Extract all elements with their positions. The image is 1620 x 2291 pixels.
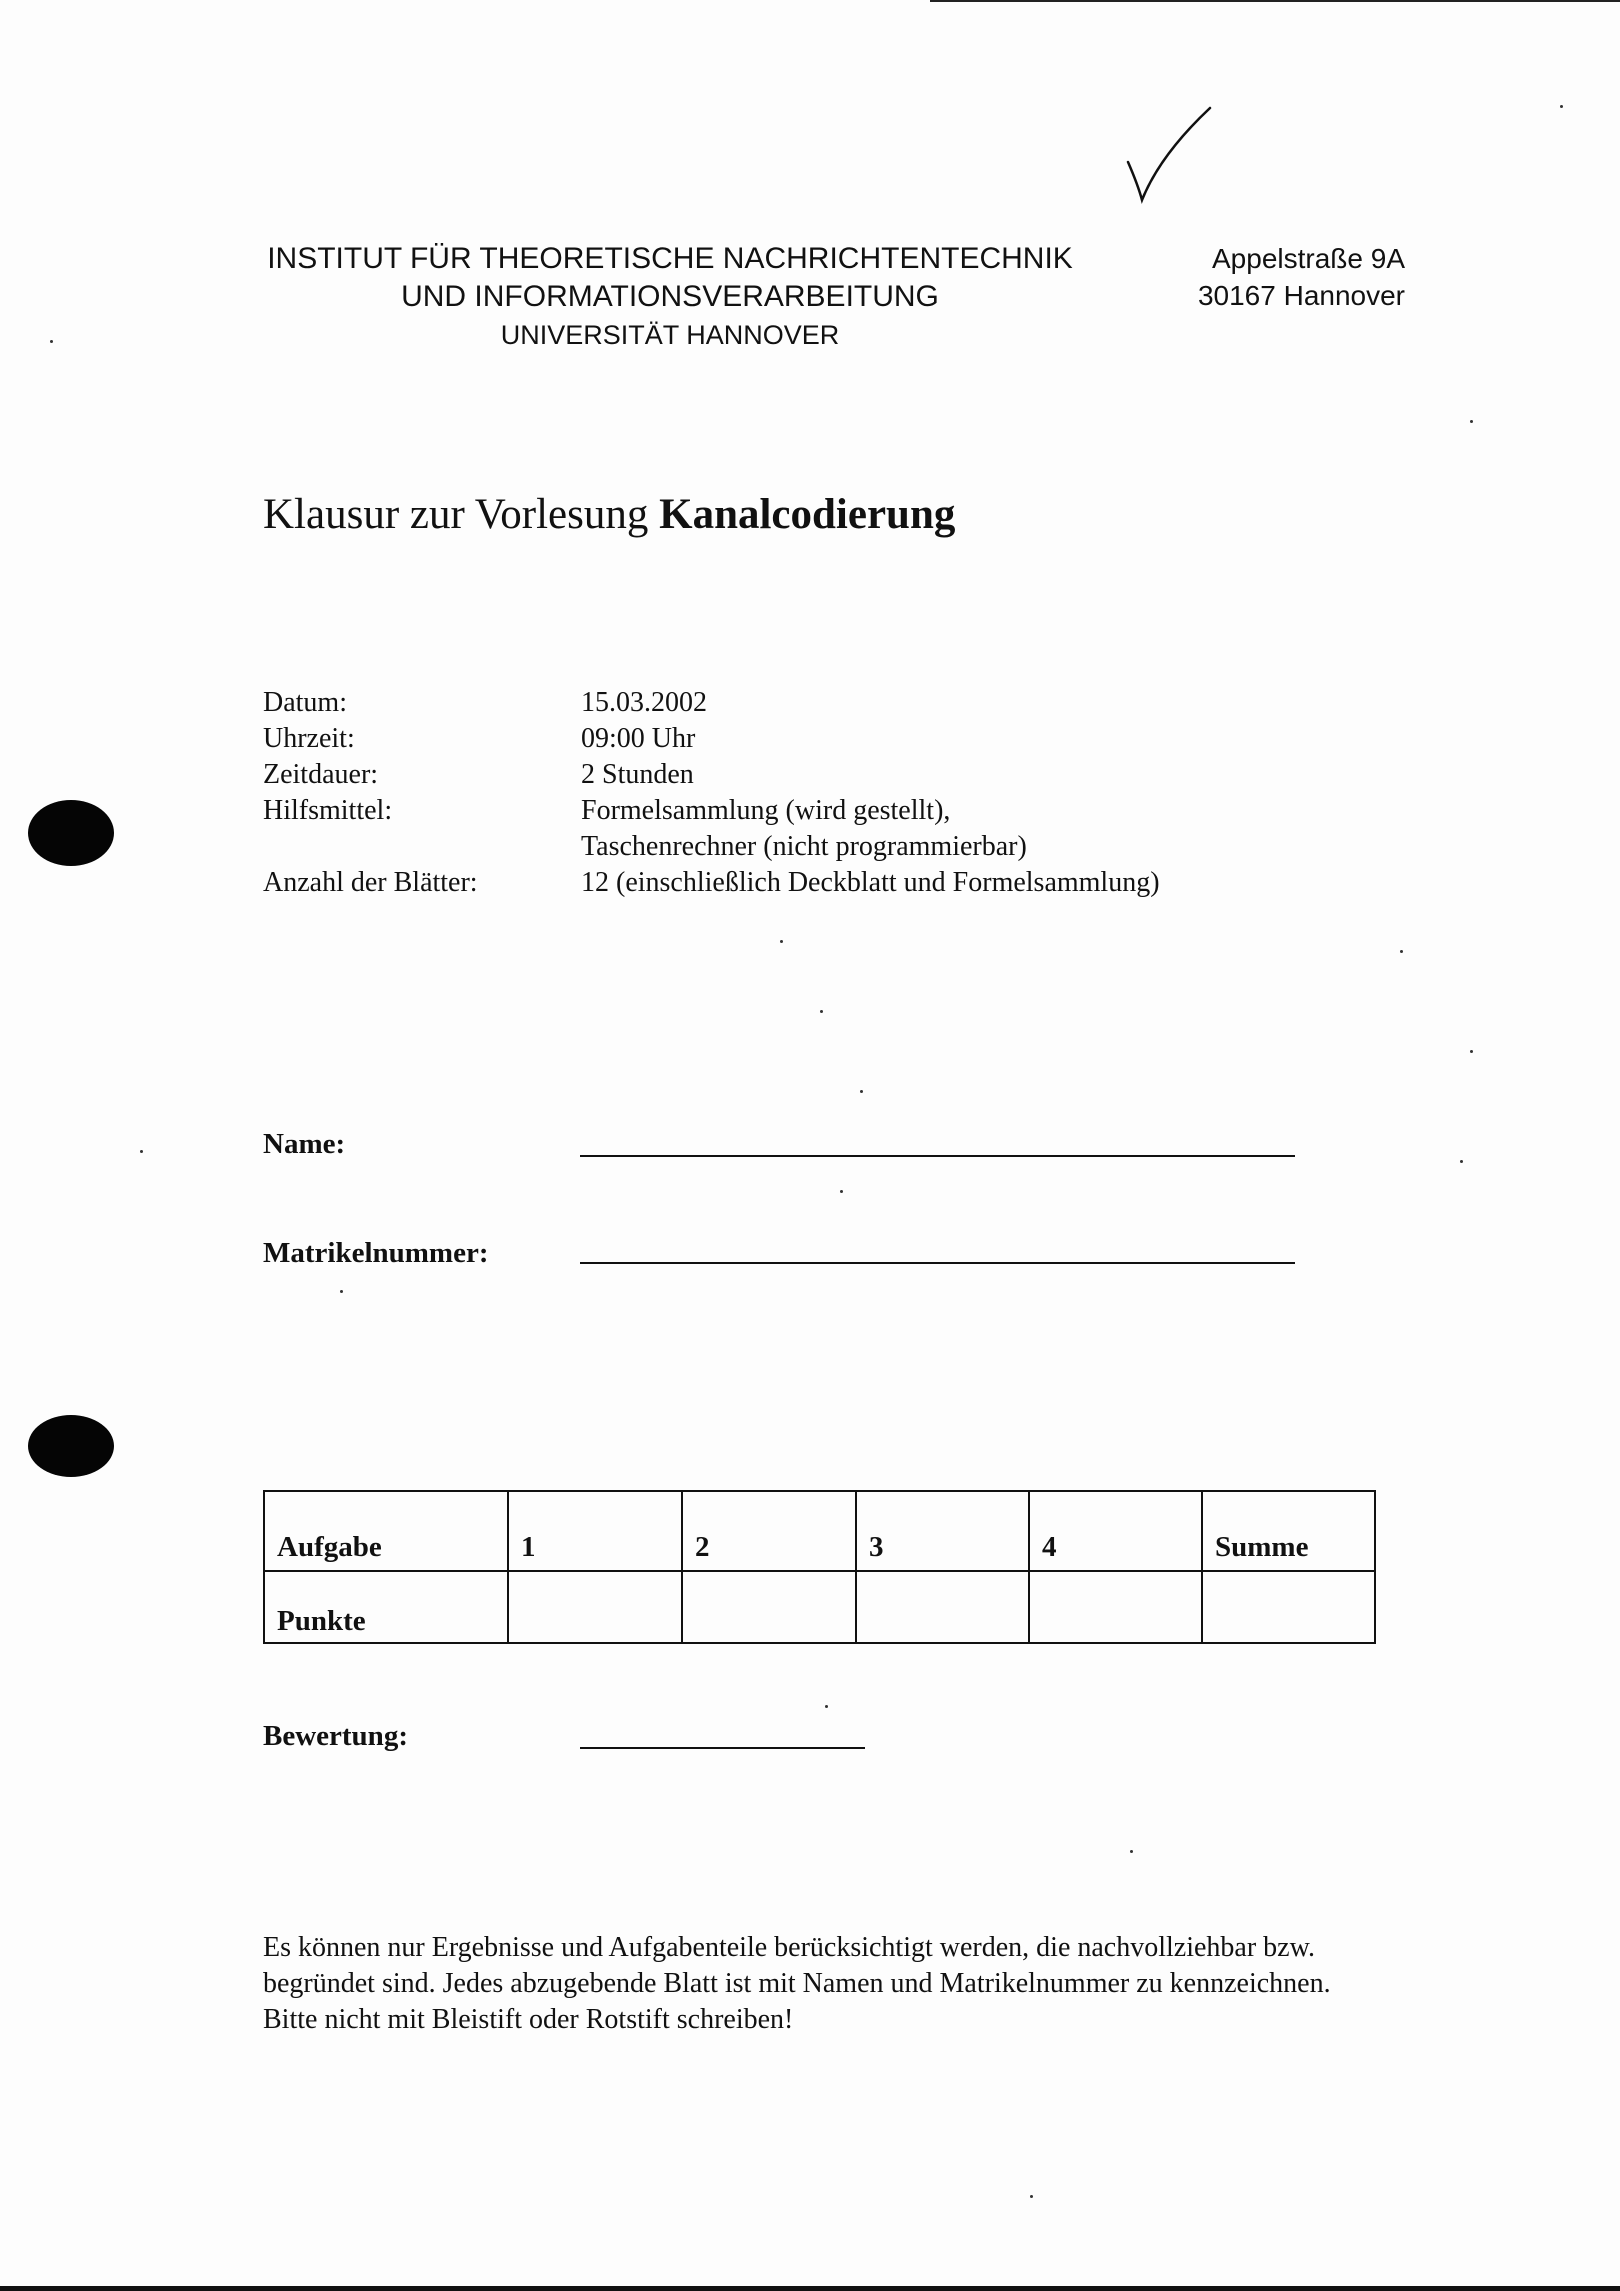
institute-line-1: INSTITUT FÜR THEORETISCHE NACHRICHTENTECHNIK	[267, 242, 1073, 275]
info-label: Anzahl der Blätter:	[263, 867, 478, 898]
scan-speckle	[1560, 105, 1563, 108]
scan-speckle	[140, 1150, 143, 1153]
exam-title-subject: Kanalcodierung	[659, 491, 956, 538]
score-cell-empty[interactable]	[1202, 1571, 1375, 1643]
footer-line-2: begründet sind. Jedes abzugebende Blatt ist mit Namen und Matrikelnummer zu kennzeichnen.	[263, 1968, 1331, 1999]
info-label: Hilfsmittel:	[263, 795, 393, 826]
institute-line-2: UND INFORMATIONSVERARBEITUNG	[401, 280, 939, 313]
scan-speckle	[1400, 950, 1403, 953]
bewertung-label: Bewertung:	[263, 1720, 408, 1752]
exam-title-prefix: Klausur zur Vorlesung	[263, 491, 660, 538]
name-line[interactable]	[580, 1155, 1295, 1157]
footer-line-1: Es können nur Ergebnisse und Aufgabenteile berücksichtigt werden, die nachvollziehbar bzw.	[263, 1932, 1316, 1963]
scan-edge-top	[930, 0, 1620, 2]
score-cell: Punkte	[264, 1571, 508, 1643]
address-line-2: 30167 Hannover	[1197, 280, 1405, 311]
scan-speckle	[1470, 1050, 1473, 1053]
info-value: 15.03.2002	[581, 687, 707, 718]
punch-hole-bottom	[28, 1415, 114, 1477]
score-cell-empty[interactable]	[682, 1571, 856, 1643]
score-cell-empty[interactable]	[856, 1571, 1029, 1643]
score-cell-empty[interactable]	[508, 1571, 682, 1643]
bewertung-line[interactable]	[580, 1747, 865, 1749]
scan-speckle	[820, 1010, 823, 1013]
scan-speckle	[50, 340, 53, 343]
info-value: Formelsammlung (wird gestellt),	[581, 795, 951, 826]
score-cell: 1	[508, 1491, 682, 1571]
punch-hole-top	[28, 800, 114, 866]
info-label: Datum:	[263, 687, 347, 718]
score-cell: Summe	[1202, 1491, 1375, 1571]
info-value: 12 (einschließlich Deckblatt und Formelsammlung)	[581, 867, 1160, 898]
score-cell-empty[interactable]	[1029, 1571, 1202, 1643]
footer-note	[263, 1930, 1423, 2038]
info-value: 09:00 Uhr	[581, 723, 696, 754]
matrikel-line[interactable]	[580, 1262, 1295, 1264]
address	[1180, 240, 1405, 314]
institute-header	[260, 240, 1080, 354]
score-cell: Aufgabe	[264, 1491, 508, 1571]
score-header-row	[264, 1491, 1375, 1571]
score-cell: 2	[682, 1491, 856, 1571]
info-label: Uhrzeit:	[263, 723, 355, 754]
address-line-1: Appelstraße 9A	[1212, 243, 1405, 274]
name-label: Name:	[263, 1128, 346, 1160]
info-value: 2 Stunden	[581, 759, 694, 790]
info-value: Taschenrechner (nicht programmierbar)	[581, 831, 1027, 862]
scan-speckle	[780, 940, 783, 943]
institute-line-3: UNIVERSITÄT HANNOVER	[500, 320, 840, 350]
score-points-row	[264, 1571, 1375, 1643]
score-cell: 4	[1029, 1491, 1202, 1571]
exam-title	[263, 490, 955, 539]
scan-speckle	[1470, 420, 1473, 423]
scan-speckle	[1030, 2195, 1033, 2198]
scan-speckle	[840, 1190, 843, 1193]
info-label: Zeitdauer:	[263, 759, 379, 790]
score-cell: 3	[856, 1491, 1029, 1571]
scan-speckle	[340, 1290, 343, 1293]
scan-speckle	[825, 1705, 828, 1708]
score-table	[263, 1490, 1376, 1644]
matrikel-label: Matrikelnummer:	[263, 1237, 489, 1269]
footer-line-3: Bitte nicht mit Bleistift oder Rotstift schreiben!	[263, 2004, 794, 2035]
scan-edge-bottom	[0, 2286, 1620, 2291]
scan-speckle	[860, 1090, 863, 1093]
scan-speckle	[1460, 1160, 1463, 1163]
scan-speckle	[1130, 1850, 1133, 1853]
handwritten-checkmark	[1120, 100, 1240, 215]
